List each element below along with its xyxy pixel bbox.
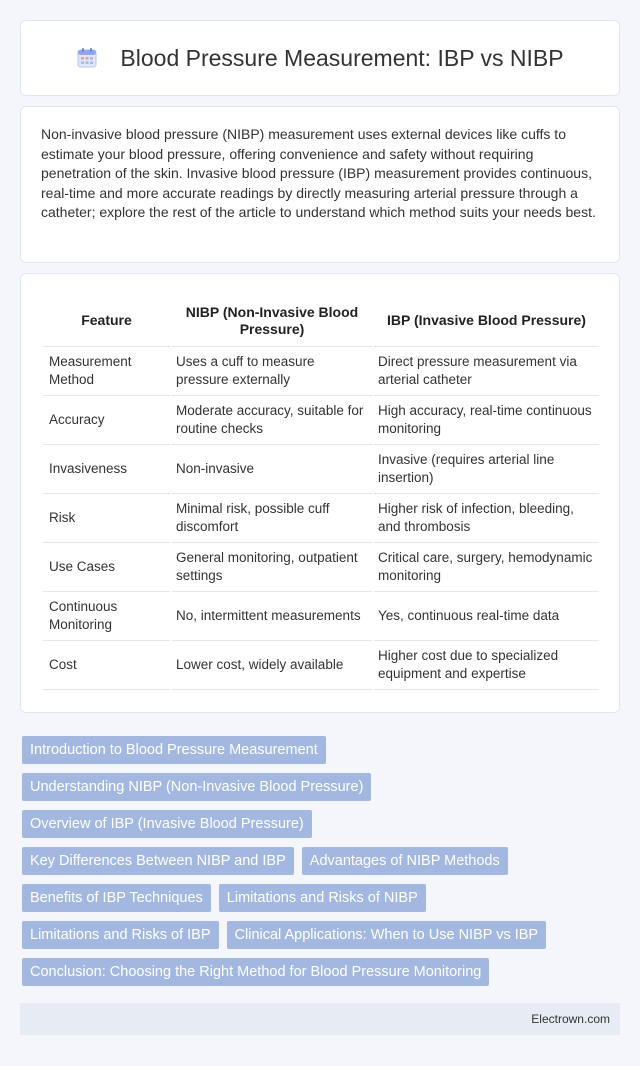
tag-row <box>22 847 622 875</box>
table-cell: Continuous Monitoring <box>43 591 171 640</box>
tag-row <box>22 736 622 764</box>
tag-row <box>22 958 622 986</box>
table-cell: Yes, continuous real-time data <box>373 591 599 640</box>
topic-tag-benefits-ibp[interactable]: Benefits of IBP Techniques <box>22 884 211 912</box>
table-cell: High accuracy, real-time continuous monitoring <box>373 395 599 444</box>
footer-site-link[interactable]: Electrown.com <box>531 1012 610 1026</box>
table-cell: Measurement Method <box>43 346 171 395</box>
topic-tag-limitations-nibp[interactable]: Limitations and Risks of NIBP <box>219 884 426 912</box>
table-header-row <box>43 296 599 346</box>
topic-tag-advantages-nibp[interactable]: Advantages of NIBP Methods <box>302 847 508 875</box>
table-cell: Invasive (requires arterial line insertion) <box>373 444 599 493</box>
topic-tag-conclusion[interactable]: Conclusion: Choosing the Right Method for Blood Pressure Monitoring <box>22 958 489 986</box>
footer <box>20 1003 620 1035</box>
topic-tag-clinical-applications[interactable]: Clinical Applications: When to Use NIBP vs IBP <box>227 921 547 949</box>
table-cell: Accuracy <box>43 395 171 444</box>
intro-card <box>20 106 620 263</box>
topic-tag-introduction[interactable]: Introduction to Blood Pressure Measurement <box>22 736 326 764</box>
table-row <box>43 640 599 689</box>
table-cell: Uses a cuff to measure pressure externally <box>171 346 373 395</box>
table-cell: General monitoring, outpatient settings <box>171 542 373 591</box>
intro-paragraph: Non-invasive blood pressure (NIBP) measurement uses external devices like cuffs to estimate your blood pressure, offering convenience and safety without requiring penetration of the skin. Invasive blood pressure (IBP) measurement provides continuous, real-time and more accurate readings by directly measuring arterial pressure through a catheter; explore the rest of the article to understand which method suits your needs best. <box>41 126 596 221</box>
table-header-cell: IBP (Invasive Blood Pressure) <box>373 296 599 346</box>
table-row <box>43 444 599 493</box>
topic-tag-limitations-ibp[interactable]: Limitations and Risks of IBP <box>22 921 219 949</box>
table-cell: No, intermittent measurements <box>171 591 373 640</box>
page-title: Blood Pressure Measurement: IBP vs NIBP <box>120 44 564 71</box>
topic-tag-key-differences[interactable]: Key Differences Between NIBP and IBP <box>22 847 294 875</box>
table-row <box>43 346 599 395</box>
comparison-table-card <box>20 273 620 713</box>
table-header-cell: Feature <box>43 296 171 346</box>
header-card <box>20 20 620 96</box>
topic-tag-understanding-nibp[interactable]: Understanding NIBP (Non-Invasive Blood Pressure) <box>22 773 371 801</box>
table-cell: Higher cost due to specialized equipment and expertise <box>373 640 599 689</box>
table-header-cell: NIBP (Non-Invasive Blood Pressure) <box>171 296 373 346</box>
table-row <box>43 542 599 591</box>
table-cell: Use Cases <box>43 542 171 591</box>
table-cell: Critical care, surgery, hemodynamic monitoring <box>373 542 599 591</box>
calendar-icon <box>76 47 98 69</box>
comparison-table <box>43 296 599 690</box>
table-cell: Direct pressure measurement via arterial catheter <box>373 346 599 395</box>
table-cell: Higher risk of infection, bleeding, and thrombosis <box>373 493 599 542</box>
table-cell: Lower cost, widely available <box>171 640 373 689</box>
table-cell: Cost <box>43 640 171 689</box>
table-cell: Moderate accuracy, suitable for routine checks <box>171 395 373 444</box>
table-cell: Non-invasive <box>171 444 373 493</box>
tag-row <box>22 921 622 949</box>
table-row <box>43 493 599 542</box>
tag-row <box>22 810 622 838</box>
table-row <box>43 395 599 444</box>
table-cell: Minimal risk, possible cuff discomfort <box>171 493 373 542</box>
topic-tag-overview-ibp[interactable]: Overview of IBP (Invasive Blood Pressure) <box>22 810 312 838</box>
tag-row <box>22 884 622 912</box>
table-cell: Risk <box>43 493 171 542</box>
tag-row <box>22 773 622 801</box>
table-row <box>43 591 599 640</box>
table-cell: Invasiveness <box>43 444 171 493</box>
topic-tags <box>22 736 622 995</box>
